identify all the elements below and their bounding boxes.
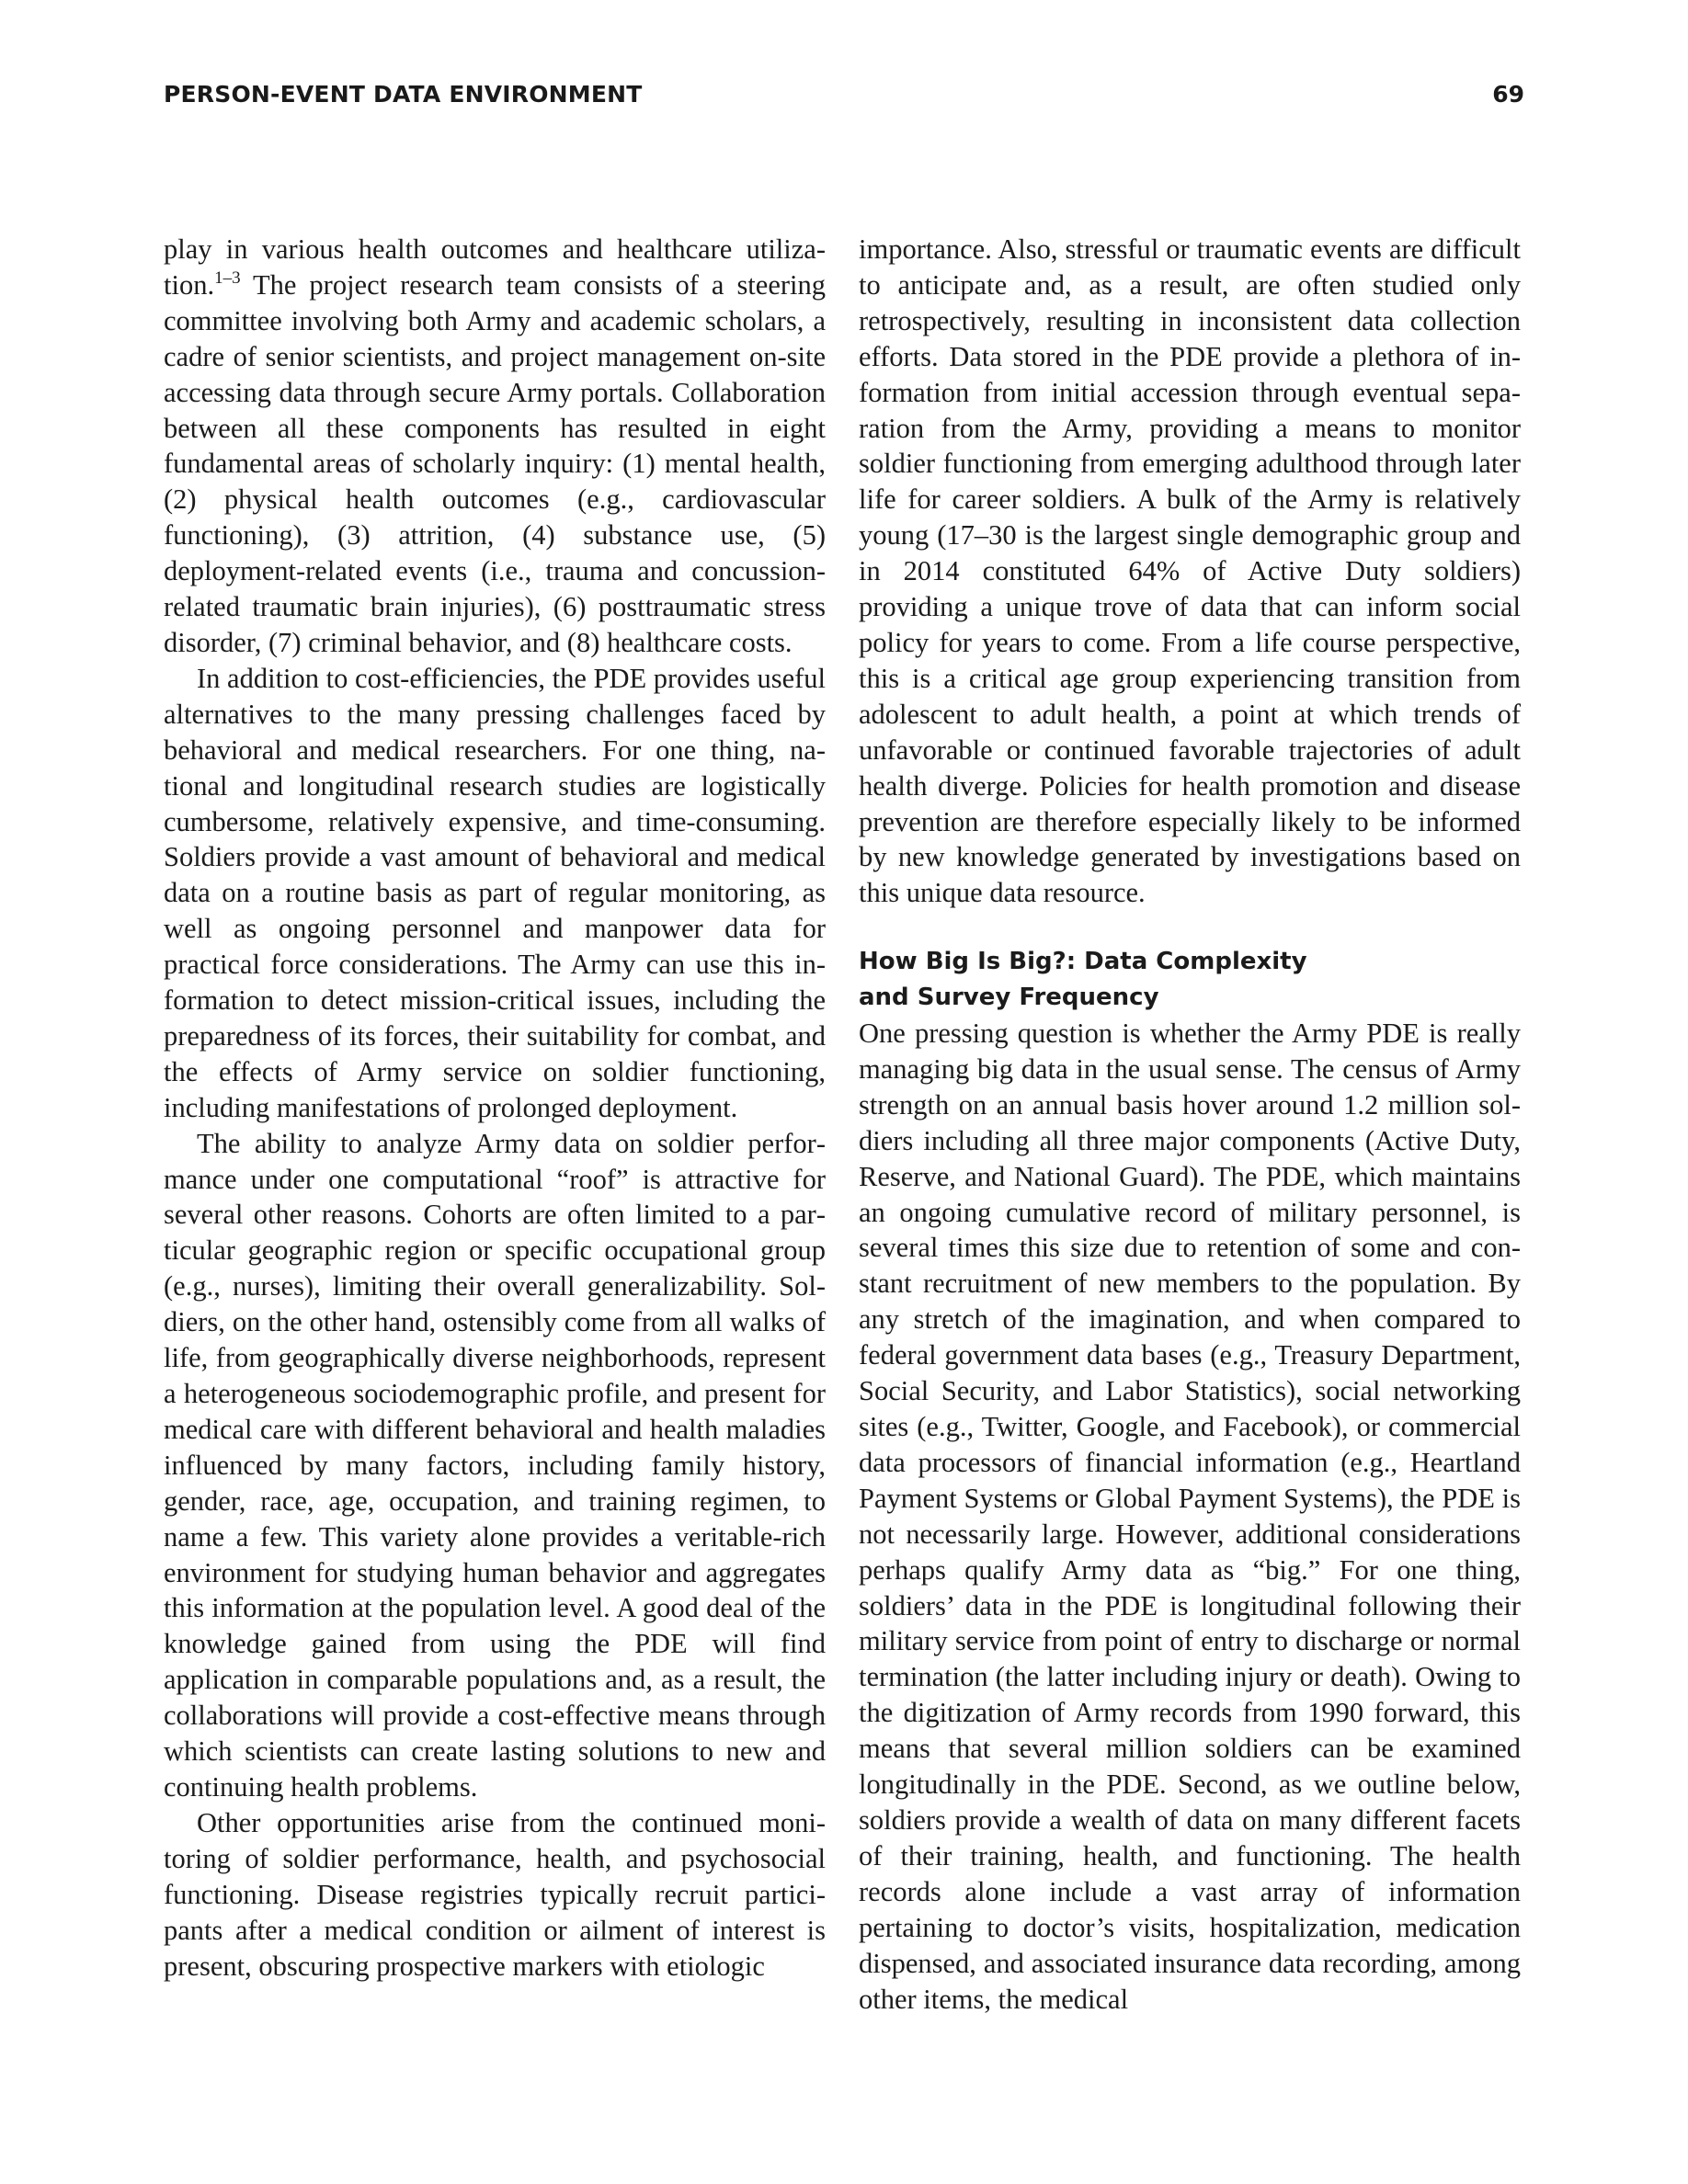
- left-column: [164, 232, 826, 1984]
- section-heading: [859, 944, 1521, 1016]
- section-heading-line: How Big Is Big?: Data Complexity: [859, 948, 1307, 976]
- paragraph-computational-roof: The ability to analyze Army data on soldier performance under one computational “roof” is attractive for several other reasons. Cohorts are often limited to a particular geographic region or specific occupational group (e.g., nurses), limiting their overall generalizability. Soldiers, on the other hand, ostensibly come from all walks of life, from geographically diverse neighborhoods, represent a heterogeneous sociodemographic profile, and present for medical care with different behavioral and health maladies influenced by many factors, including family history, gender, race, age, occupation, and training regimen, to name a few. This variety alone provides a veritable-rich environment for studying human behavior and aggregates this information at the population level. A good deal of the knowledge gained from using the PDE will find application in comparable populations and, as a result, the collaborations will provide a cost-effective means through which scientists can create lasting solutions to new and continuing health problems.: [164, 1127, 826, 1803]
- running-header: [164, 81, 1524, 118]
- running-title: PERSON-EVENT DATA ENVIRONMENT: [164, 81, 643, 108]
- paragraph-importance: importance. Also, stressful or traumatic events are difficult to anticipate and, as a result, are often studied only retrospectively, resulting in inconsistent data collection efforts. Data stored in the PDE provide a plethora of information from initial accession through eventual separation from the Army, providing a means to monitor soldier functioning from emerging adulthood through later life for career soldiers. A bulk of the Army is relatively young (17–30 is the largest single demographic group and in 2014 constituted 64% of Active Duty soldiers) providing a unique trove of data that can inform social policy for years to come. From a life course perspective, this is a critical age group experiencing transition from adolescent to adult health, a point at which trends of unfavorable or continued favorable trajectories of adult health diverge. Policies for health promotion and disease prevention are therefore especially likely to be informed by new knowledge generated by investigations based on this unique data resource.: [859, 233, 1521, 909]
- citation-reference: 1–3: [214, 267, 241, 288]
- paragraph-research-team: [164, 232, 826, 661]
- page-number: 69: [1492, 81, 1524, 108]
- right-column: [859, 232, 1521, 2017]
- paragraph-other-opportunities: Other opportunities arise from the continued monitoring of soldier performance, health, and psychosocial functioning. Disease registries typically recruit participants after a medical condition or ailment of interest is present, obscuring prospective markers with etiologic: [164, 1806, 826, 1982]
- paragraph-text: The project research team consists of a steering committee involving both Army and academic scholars, a cadre of senior scientists, and project management on-site accessing data through secure Army portals. Collaboration between all these components has resulted in eight fundamental areas of scholarly inquiry: (1) mental health, (2) physical health outcomes (e.g., cardiovascular functioning), (3) attrition, (4) substance use, (5) deployment-related events (i.e., trauma and concussion-related traumatic brain injuries), (6) posttraumatic stress disorder, (7) criminal behavior, and (8) healthcare costs.: [164, 268, 826, 658]
- paragraph-big-data: One pressing question is whether the Army PDE is really managing big data in the usual sense. The census of Army strength on an annual basis hover around 1.2 million soldiers including all three major components (Active Duty, Reserve, and National Guard). The PDE, which maintains an ongoing cumulative record of military personnel, is several times this size due to retention of some and constant recruitment of new members to the population. By any stretch of the imagination, and when compared to federal government data bases (e.g., Treasury Department, Social Security, and Labor Statistics), social networking sites (e.g., Twitter, Google, and Facebook), or commercial data processors of financial information (e.g., Heartland Payment Systems or Global Payment Systems), the PDE is not necessarily large. However, additional considerations perhaps qualify Army data as “big.” For one thing, soldiers’ data in the PDE is longitudinal following their military service from point of entry to discharge or normal termination (the latter including injury or death). Owing to the digitization of Army records from 1990 forward, this means that several million soldiers can be examined longitudinally in the PDE. Second, as we outline below, soldiers provide a wealth of data on many different facets of their training, health, and functioning. The health records alone include a vast array of information pertaining to doctor’s visits, hospitalization, medication dispensed, and associated insurance data recording, among other items, the medical: [859, 1018, 1521, 2015]
- section-heading-line: and Survey Frequency: [859, 984, 1159, 1012]
- paragraph-text: play in various health outcomes and healthcare utilization.: [164, 233, 826, 301]
- paragraph-cost-efficiencies: In addition to cost-efficiencies, the PDE provides useful alternatives to the many pressing challenges faced by behavioral and medical researchers. For one thing, national and longitudinal research studies are logistically cumbersome, relatively expensive, and time-consuming. Soldiers provide a vast amount of behavioral and medical data on a routine basis as part of regular monitoring, as well as ongoing personnel and manpower data for practical force considerations. The Army can use this information to detect mission-critical issues, including the preparedness of its forces, their suitability for combat, and the effects of Army service on soldier functioning, including manifestations of prolonged deployment.: [164, 662, 826, 1123]
